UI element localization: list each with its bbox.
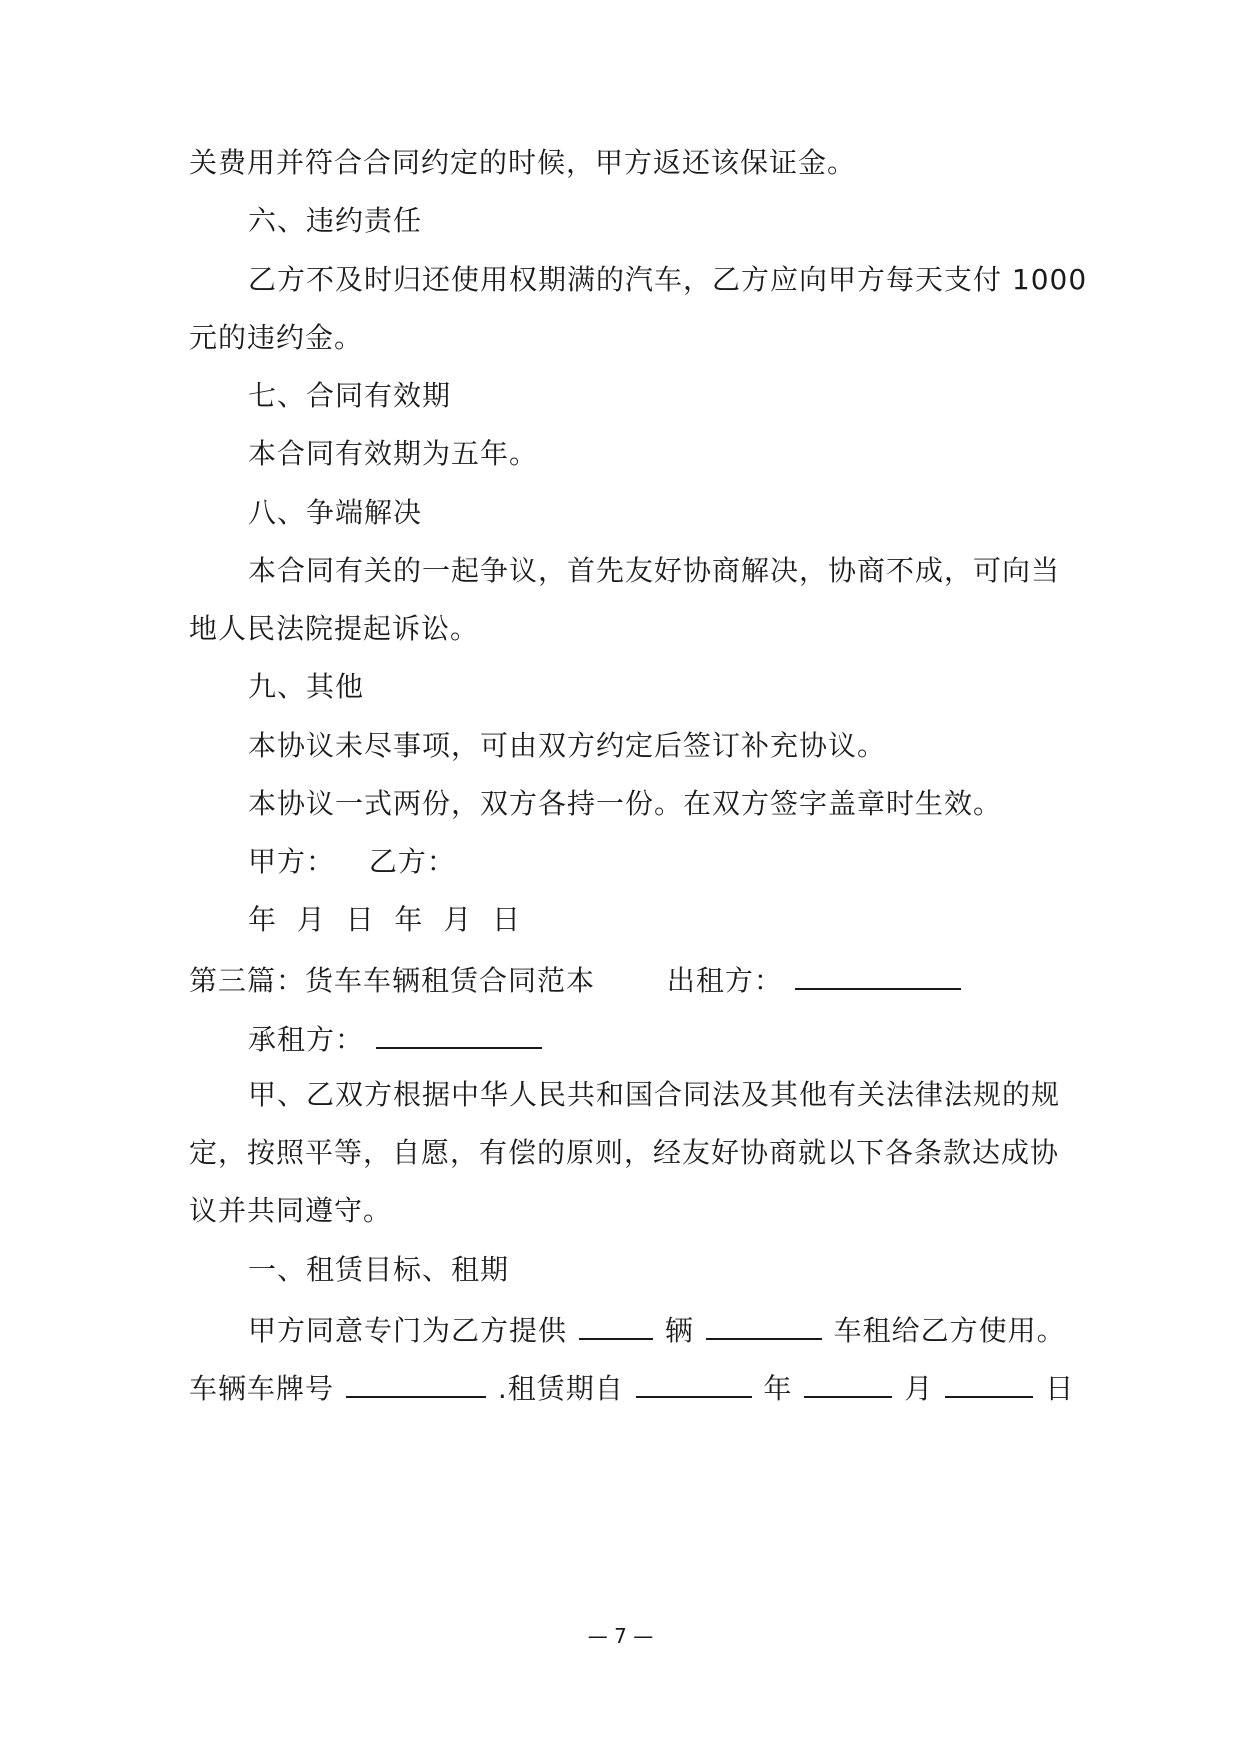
paragraph-line: 议并共同遵守。 [189, 1194, 393, 1227]
section-heading: 六、违约责任 [248, 204, 423, 237]
plate-number-blank [346, 1366, 486, 1398]
section-heading: 八、争端解决 [248, 496, 423, 529]
paragraph-line: 关费用并符合合同约定的时候，甲方返还该保证金。 [189, 146, 857, 179]
lessee-blank [376, 1017, 542, 1049]
paragraph-line: 地人民法院提起诉讼。 [189, 612, 480, 645]
paragraph-line: 本合同有效期为五年。 [248, 437, 539, 470]
rent-text-b: 辆 [664, 1314, 694, 1347]
paragraph-line: 本合同有关的一起争议，首先友好协商解决，协商不成，可向当 [248, 554, 1061, 587]
vehicle-type-blank [706, 1308, 822, 1340]
paragraph-line: 本协议一式两份，双方各持一份。在双方签字盖章时生效。 [248, 787, 1003, 820]
rent2-text-d: 月 [904, 1372, 934, 1405]
start-month-blank [804, 1366, 892, 1398]
rent-text-c: 车租给乙方使用。 [833, 1314, 1066, 1347]
rent2-text-b: .租赁期自 [497, 1372, 624, 1405]
section-heading: 一、租赁目标、租期 [248, 1253, 510, 1286]
paragraph-line: 定，按照平等，自愿，有偿的原则，经友好协商就以下各条款达成协 [189, 1136, 1060, 1169]
section3-title: 第三篇：货车车辆租赁合同范本 [189, 964, 596, 997]
page-number: — 7 — [587, 1624, 654, 1648]
start-day-blank [945, 1366, 1033, 1398]
paragraph-line: 乙方不及时归还使用权期满的汽车，乙方应向甲方每天支付 1000 [248, 263, 1088, 296]
date-line: 年 月 日 年 月 日 [248, 903, 522, 936]
start-year-blank [636, 1366, 752, 1398]
lessor-label: 出租方： [666, 964, 783, 997]
vehicle-count-blank [579, 1308, 653, 1340]
paragraph-line: 甲、乙双方根据中华人民共和国合同法及其他有关法律法规的规 [248, 1078, 1061, 1111]
signature-line [248, 842, 456, 882]
paragraph-line: 元的违约金。 [189, 321, 364, 354]
rent2-text-e: 日 [1045, 1372, 1075, 1405]
lessee-line [248, 1017, 544, 1060]
lessee-label: 承租方： [248, 1023, 365, 1056]
section-heading: 七、合同有效期 [248, 379, 452, 412]
section-heading: 九、其他 [248, 670, 365, 703]
lessor-blank [795, 958, 961, 990]
section3-title-line [189, 958, 963, 1001]
rent-line-2 [189, 1366, 1074, 1409]
party-b-label: 乙方： [368, 845, 456, 878]
rent-text-a: 甲方同意专门为乙方提供 [248, 1314, 568, 1347]
paragraph-line: 本协议未尽事项，可由双方约定后签订补充协议。 [248, 729, 887, 762]
rent2-text-a: 车辆车牌号 [189, 1372, 335, 1405]
party-a-label: 甲方： [248, 845, 336, 878]
rent-line-1 [248, 1308, 1066, 1351]
rent2-text-c: 年 [763, 1372, 793, 1405]
